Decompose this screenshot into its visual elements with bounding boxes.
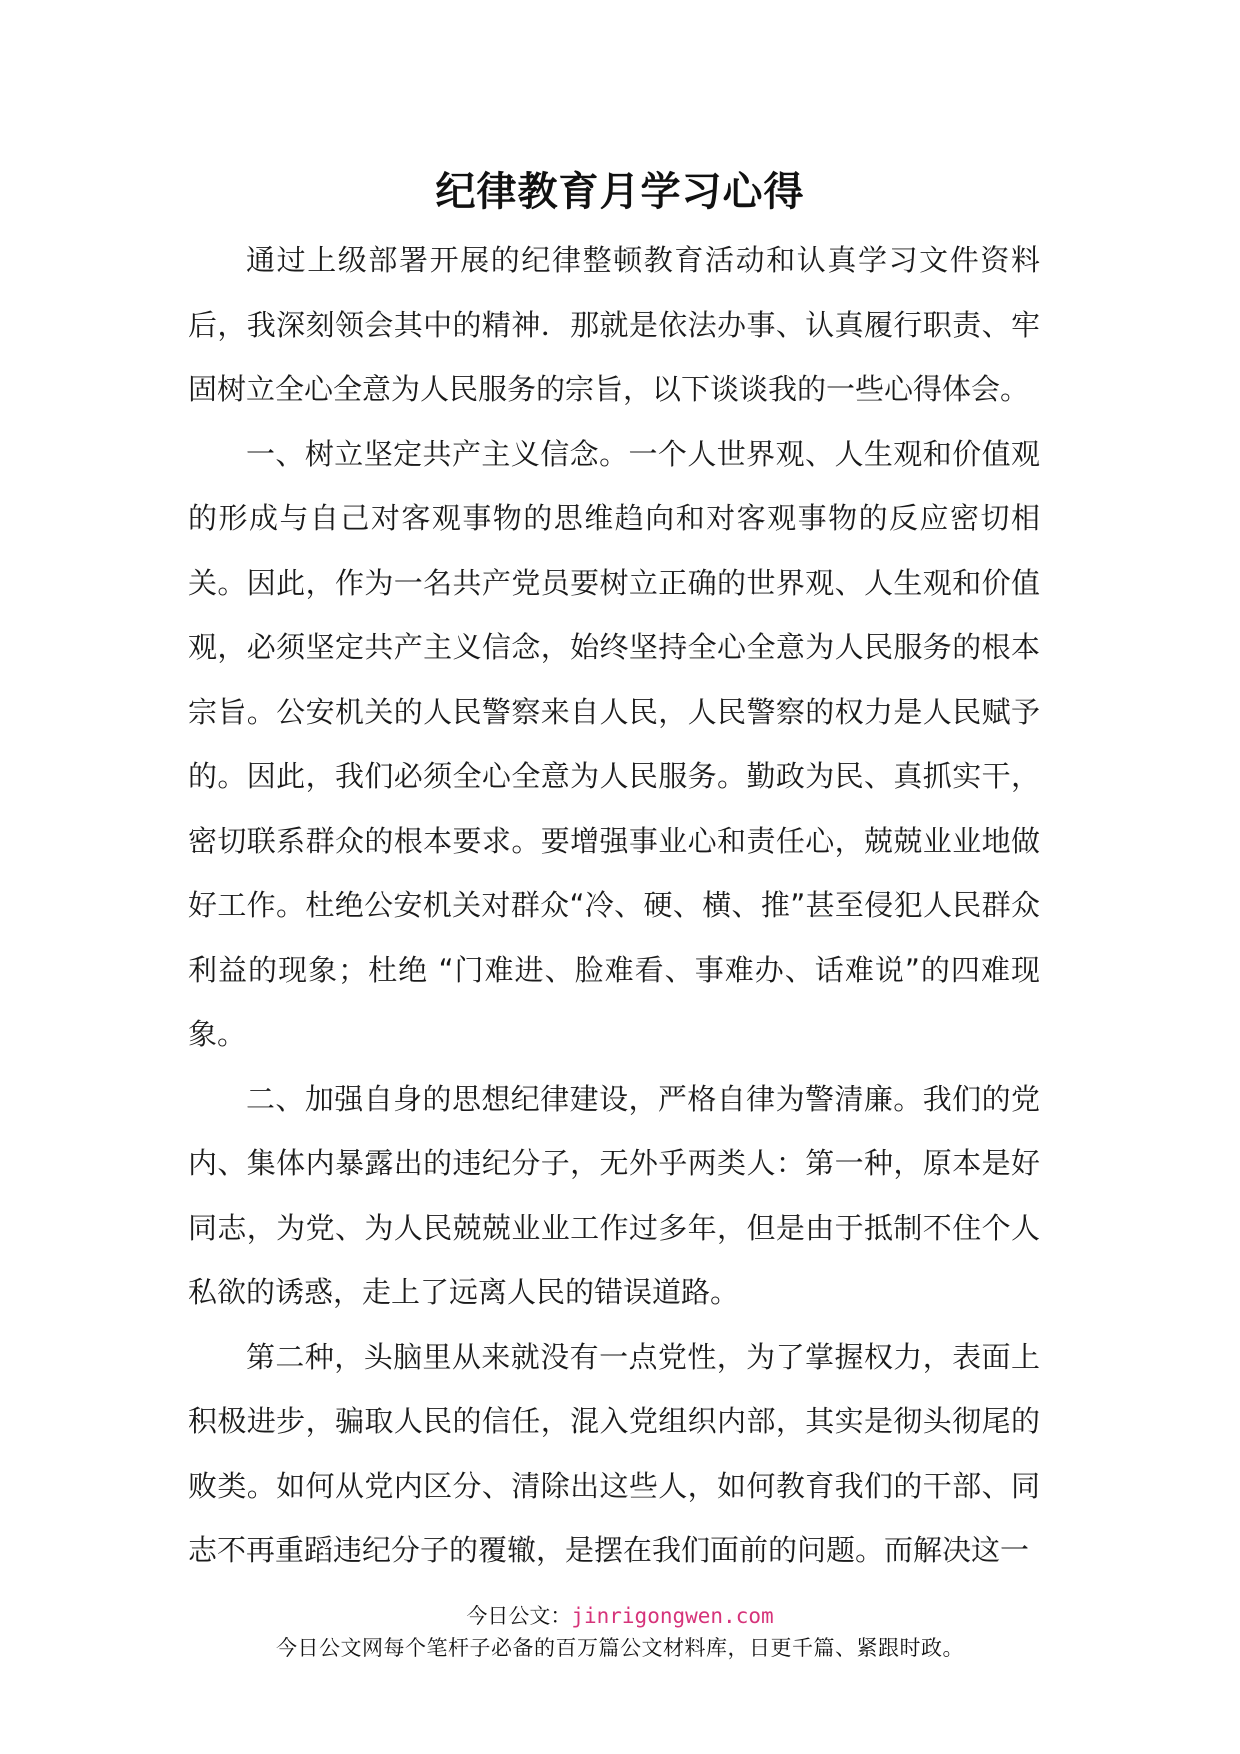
paragraph-second-type: 第二种，头脑里从来就没有一点党性，为了掌握权力，表面上积极进步，骗取人民的信任，混入党组织内部，其实是彻头彻尾的败类。如何从党内区分、清除出这些人，如何教育我们的干部、同志不再重蹈违纪分子的覆辙，是摆在我们面前的问题。而解决这一 <box>188 1339 1040 1567</box>
footer-label: 今日公文： <box>466 1604 572 1628</box>
paragraph-intro: 通过上级部署开展的纪律整顿教育活动和认真学习文件资料后，我深刻领会其中的精神．那就是依法办事、认真履行职责、牢固树立全心全意为人民服务的宗旨，以下谈谈我的一些心得体会。 <box>188 243 1040 406</box>
footer-tagline: 今日公文网每个笔杆子必备的百万篇公文材料库，日更千篇、紧跟时政。 <box>276 1636 964 1660</box>
document-body <box>188 228 1040 1583</box>
document-title: 纪律教育月学习心得 <box>435 169 805 215</box>
footer-url-link[interactable]: jinrigongwen.com <box>571 1604 774 1628</box>
paragraph-section-one: 一、树立坚定共产主义信念。一个人世界观、人生观和价值观的形成与自己对客观事物的思维趋向和对客观事物的反应密切相关。因此，作为一名共产党员要树立正确的世界观、人生观和价值观，必须坚定共产主义信念，始终坚持全心全意为人民服务的根本宗旨。公安机关的人民警察来自人民，人民警察的权力是人民赋予的。因此，我们必须全心全意为人民服务。勤政为民、真抓实干，密切联系群众的根本要求。要增强事业心和责任心，兢兢业业地做好工作。杜绝公安机关对群众“冷、硬、横、推”甚至侵犯人民群众利益的现象；杜绝 “门难进、脸难看、事难办、话难说”的四难现象。 <box>188 436 1040 1051</box>
footer-source <box>0 1600 1240 1630</box>
paragraph-section-two: 二、加强自身的思想纪律建设，严格自律为警清廉。我们的党内、集体内暴露出的违纪分子，无外乎两类人：第一种，原本是好同志，为党、为人民兢兢业业工作过多年，但是由于抵制不住个人私欲的诱惑，走上了远离人民的错误道路。 <box>188 1081 1040 1309</box>
